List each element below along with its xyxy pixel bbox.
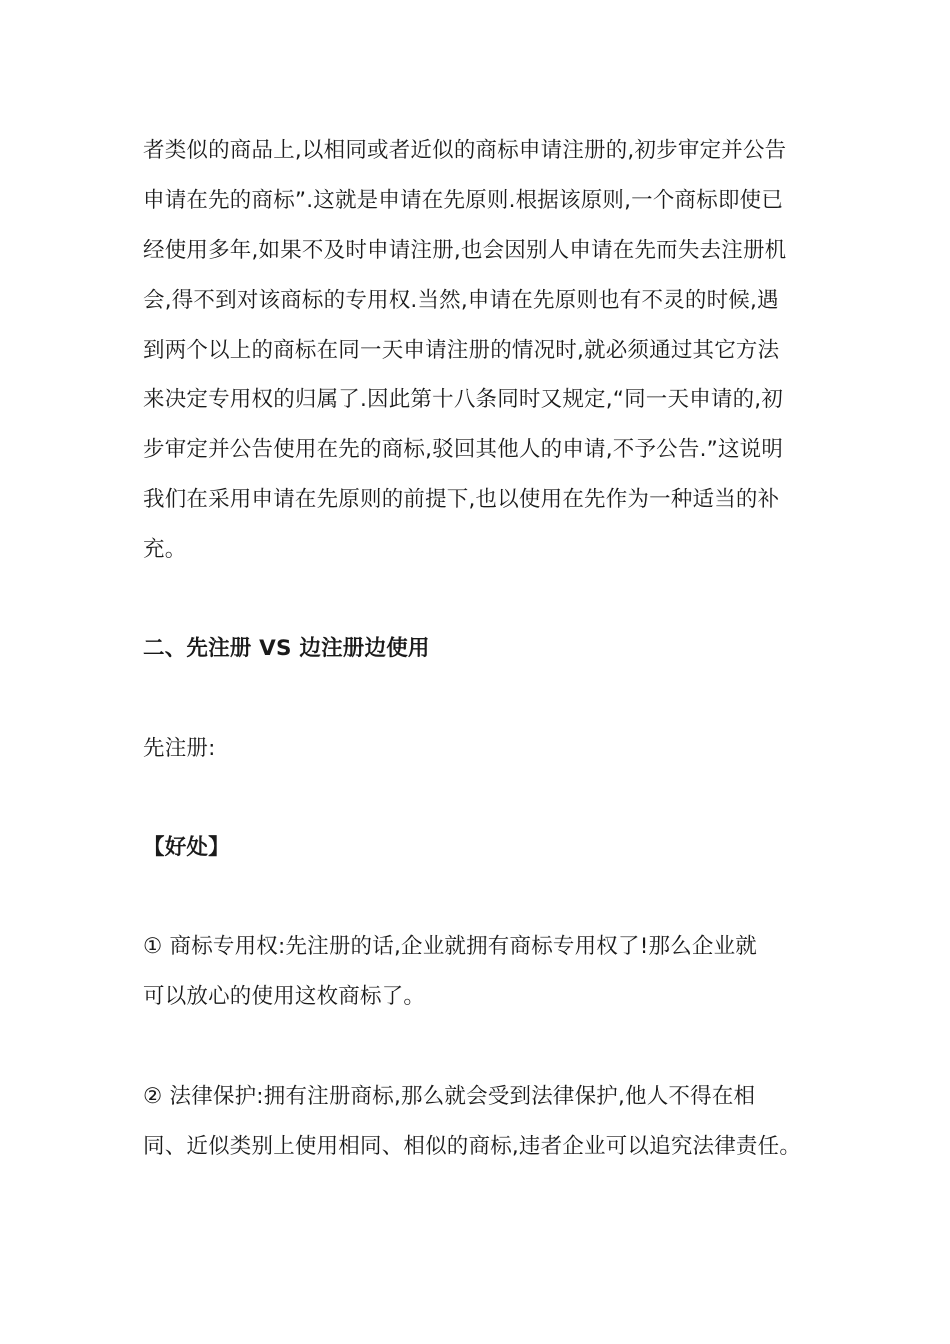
paragraph-line: 申请在先的商标”.这就是申请在先原则.根据该原则,一个商标即使已	[143, 188, 784, 213]
subheading: 先注册:	[143, 736, 216, 761]
paragraph-line: 我们在采用申请在先原则的前提下,也以使用在先作为一种适当的补	[143, 487, 780, 512]
benefit-line: 同、近似类别上使用相同、相似的商标,违者企业可以追究法律责任。	[143, 1134, 802, 1159]
paragraph-line: 经使用多年,如果不及时申请注册,也会因别人申请在先而失去注册机	[143, 238, 787, 263]
benefits-heading: 【好处】	[143, 835, 230, 860]
section-heading: 二、先注册 VS 边注册边使用	[143, 636, 430, 661]
benefit-line: ① 商标专用权:先注册的话,企业就拥有商标专用权了!那么企业就	[143, 934, 758, 959]
benefit-line: ② 法律保护:拥有注册商标,那么就会受到法律保护,他人不得在相	[143, 1084, 756, 1109]
paragraph-line: 充。	[143, 537, 187, 562]
paragraph-line: 步审定并公告使用在先的商标,驳回其他人的申请,不予公告.”这说明	[143, 437, 784, 462]
paragraph-line: 会,得不到对该商标的专用权.当然,申请在先原则也有不灵的时候,遇	[143, 288, 779, 313]
paragraph-line: 者类似的商品上,以相同或者近似的商标申请注册的,初步审定并公告	[143, 138, 787, 163]
benefit-line: 可以放心的使用这枚商标了。	[143, 984, 426, 1009]
paragraph-line: 来决定专用权的归属了.因此第十八条同时又规定,“同一天申请的,初	[143, 387, 784, 412]
paragraph-line: 到两个以上的商标在同一天申请注册的情况时,就必须通过其它方法	[143, 338, 780, 363]
